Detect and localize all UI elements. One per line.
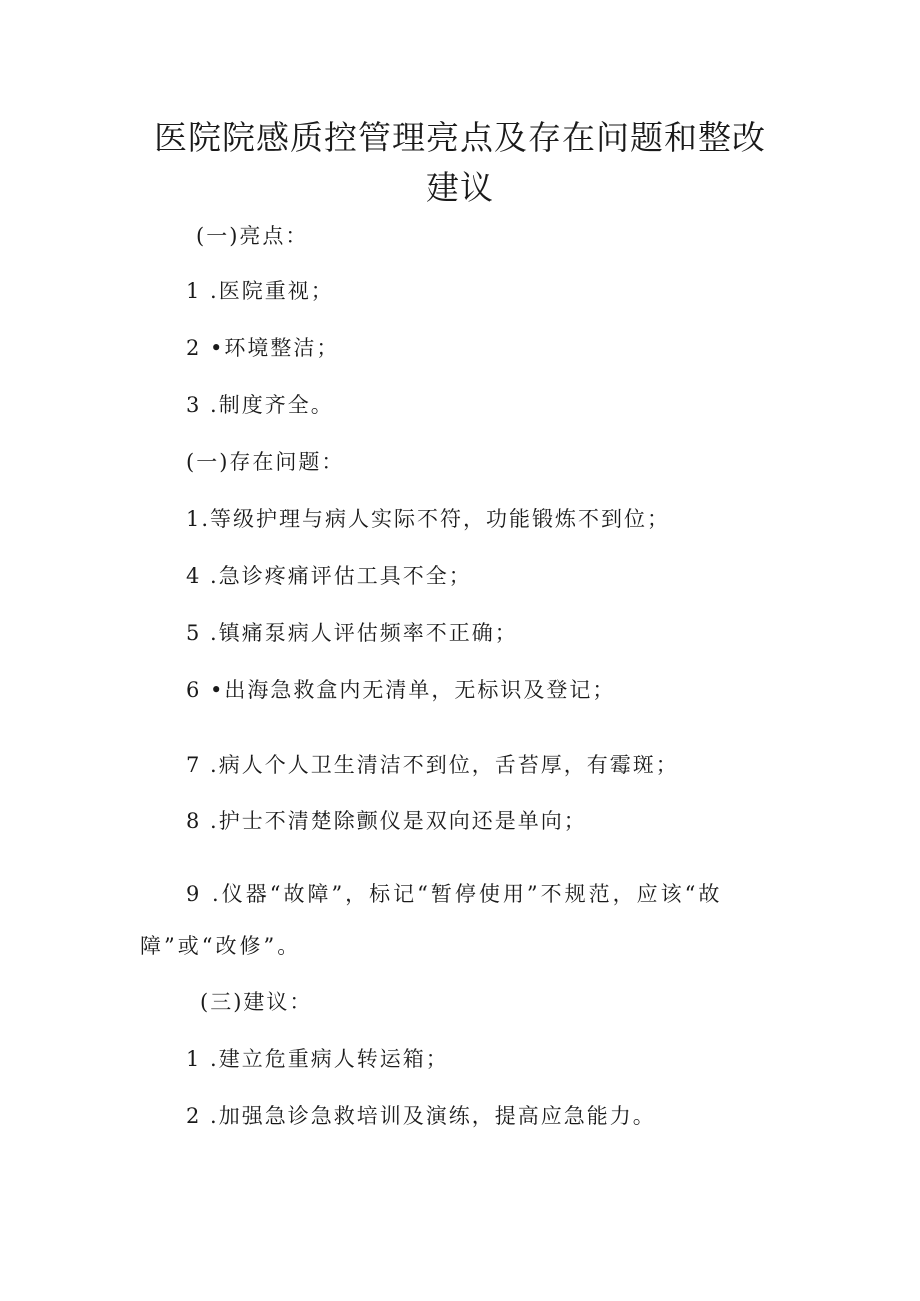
problem-item: 5 .镇痛泵病人评估频率不正确； bbox=[186, 621, 518, 645]
highlight-item: 1 .医院重视； bbox=[186, 279, 334, 303]
problem-item: 8 .护士不清楚除颤仪是双向还是单向； bbox=[186, 809, 587, 833]
section-heading-suggestions: (三)建议： bbox=[200, 990, 313, 1014]
problem-item: 4 .急诊疼痛评估工具不全； bbox=[186, 564, 472, 588]
problem-item: 7 .病人个人卫生清洁不到位，舌苔厚，有霉斑； bbox=[186, 753, 679, 777]
problem-item: 1.等级护理与病人实际不符，功能锻炼不到位； bbox=[186, 507, 671, 531]
section-heading-highlights: (一)亮点： bbox=[196, 224, 309, 248]
section-heading-problems: (一)存在问题： bbox=[186, 450, 345, 474]
highlight-item: 2 •环境整洁； bbox=[186, 336, 340, 360]
suggestion-item: 1 .建立危重病人转运箱； bbox=[186, 1047, 449, 1071]
problem-item: 9 .仪器“故障”，标记“暂停使用”不规范，应该“故 bbox=[186, 882, 723, 906]
suggestion-item: 2 .加强急诊急救培训及演练，提高应急能力。 bbox=[186, 1104, 656, 1128]
problem-item-continuation: 障”或“改修”。 bbox=[140, 934, 302, 958]
problem-item: 6 •出海急救盒内无清单，无标识及登记； bbox=[186, 678, 616, 702]
document-title-line2: 建议 bbox=[426, 168, 494, 207]
highlight-item: 3 .制度齐全。 bbox=[186, 393, 334, 417]
document-title-line1: 医院院感质控管理亮点及存在问题和整改 bbox=[154, 118, 766, 157]
